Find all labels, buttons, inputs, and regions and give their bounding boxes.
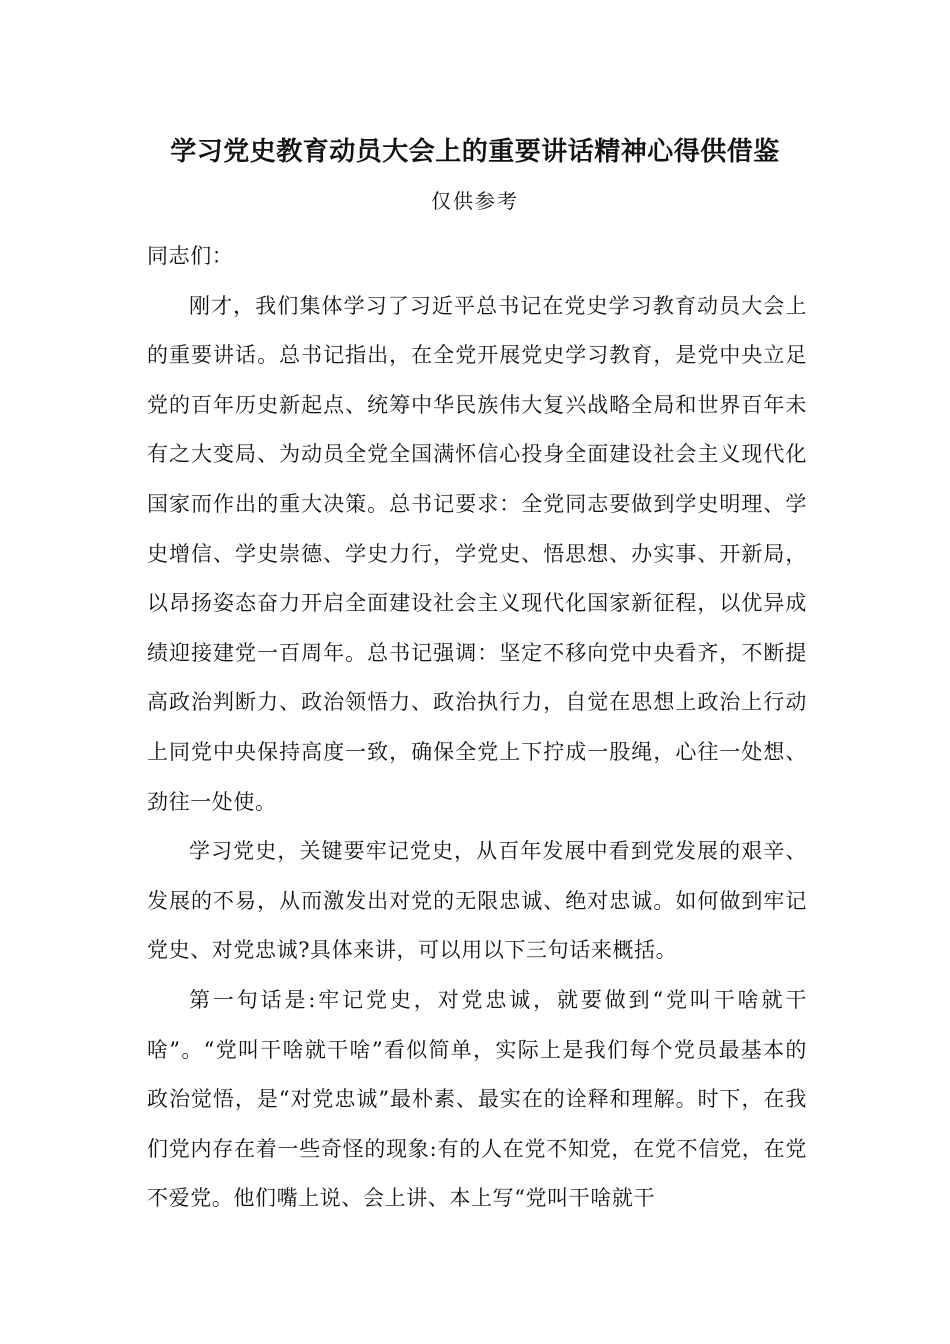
document-title: 学习党史教育动员大会上的重要讲话精神心得供借鉴: [170, 137, 780, 167]
paragraph-2: 学习党史，关键要牢记党史，从百年发展中看到党发展的艰辛、发展的不易，从而激发出对党的无限忠诚、绝对忠诚。如何做到牢记党史、对党忠诚?具体来讲，可以用以下三句话来概括。: [147, 839, 807, 963]
document-body: [147, 232, 807, 1224]
paragraph-1: 刚才，我们集体学习了习近平总书记在党史学习教育动员大会上的重要讲话。总书记指出，在全党开展党史学习教育，是党中央立足党的百年历史新起点、统筹中华民族伟大复兴战略全局和世界百年未有之大变局、为动员全党全国满怀信心投身全面建设社会主义现代化国家而作出的重大决策。总书记要求：全党同志要做到学史明理、学史增信、学史崇德、学史力行，学党史、悟思想、办实事、开新局，以昂扬姿态奋力开启全面建设社会主义现代化国家新征程，以优异成绩迎接建党一百周年。总书记强调：坚定不移向党中央看齐，不断提高政治判断力、政治领悟力、政治执行力，自觉在思想上政治上行动上同党中央保持高度一致，确保全党上下拧成一股绳，心往一处想、劲往一处使。: [147, 293, 807, 814]
salutation: 同志们：: [147, 244, 234, 268]
document-subtitle: 仅供参考: [431, 189, 519, 213]
paragraph-3: 第一句话是:牢记党史，对党忠诚，就要做到“党叫干啥就干啥”。“党叫干啥就干啥”看似简单，实际上是我们每个党员最基本的政治觉悟，是“对党忠诚”最朴素、最实在的诠释和理解。时下，在我们党内存在着一些奇怪的现象:有的人在党不知党，在党不信党，在党不爱党。他们嘴上说、会上讲、本上写“党叫干啥就干: [147, 987, 807, 1211]
